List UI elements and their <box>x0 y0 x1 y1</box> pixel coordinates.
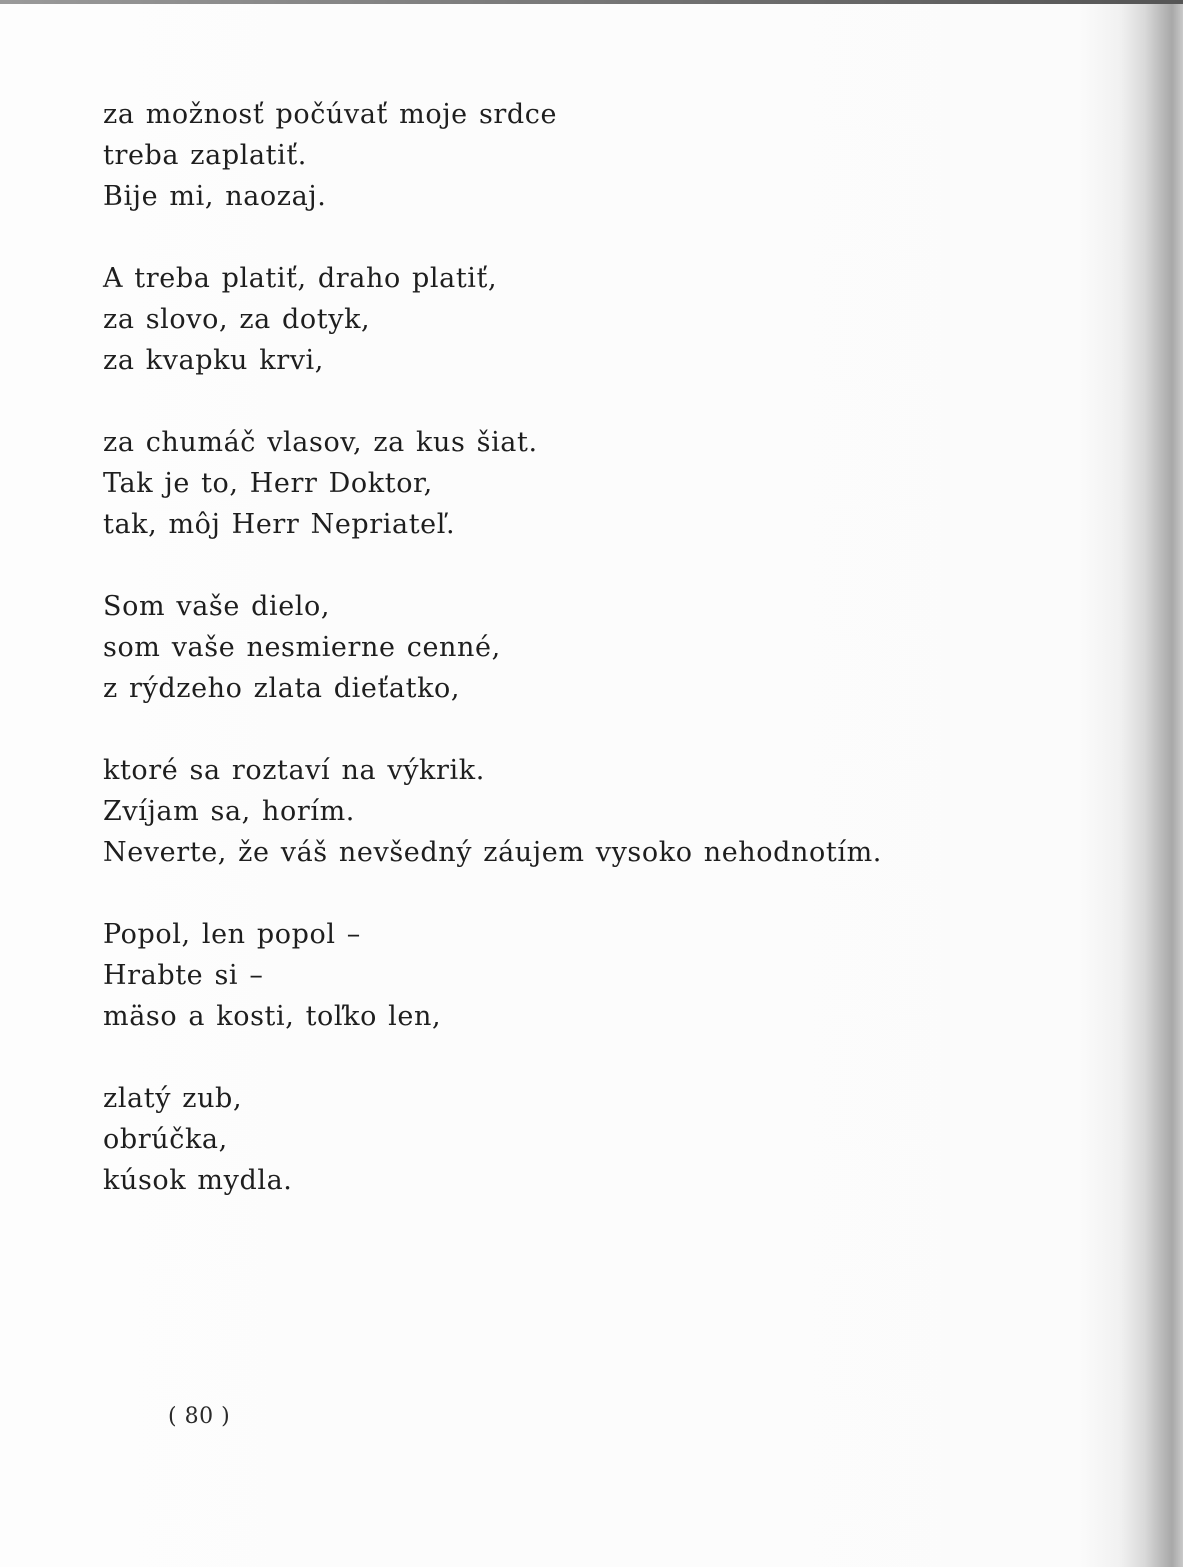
poem-line: kúsok mydla. <box>103 1165 293 1196</box>
poem-line: Bije mi, naozaj. <box>103 181 327 212</box>
stanza-1 <box>103 94 1003 217</box>
poem-line: som vaše nesmierne cenné, <box>103 632 501 663</box>
stanza-6 <box>103 914 1003 1037</box>
page-number: ( 80 ) <box>168 1404 231 1429</box>
stanza-3 <box>103 422 1003 545</box>
poem-line: Zvíjam sa, horím. <box>103 796 355 827</box>
stanza-5 <box>103 750 1003 873</box>
poem-line: za slovo, za dotyk, <box>103 304 371 335</box>
page-top-edge <box>0 0 1183 4</box>
poem-line: za kvapku krvi, <box>103 345 324 376</box>
stanza-7 <box>103 1078 1003 1201</box>
poem-line: mäso a kosti, toľko len, <box>103 1001 442 1032</box>
stanza-4 <box>103 586 1003 709</box>
poem-text <box>103 94 1003 1242</box>
poem-line: z rýdzeho zlata dieťatko, <box>103 673 461 704</box>
poem-line: tak, môj Herr Nepriateľ. <box>103 509 456 540</box>
poem-line: za možnosť počúvať moje srdce <box>103 99 558 130</box>
poem-line: Neverte, že váš nevšedný záujem vysoko nehodnotím. <box>103 837 882 868</box>
poem-line: za chumáč vlasov, za kus šiat. <box>103 427 538 458</box>
stanza-2 <box>103 258 1003 381</box>
poem-line: ktoré sa roztaví na výkrik. <box>103 755 485 786</box>
poem-line: Popol, len popol – <box>103 919 361 950</box>
poem-line: treba zaplatiť. <box>103 140 307 171</box>
poem-line: zlatý zub, <box>103 1083 243 1114</box>
poem-line: Som vaše dielo, <box>103 591 331 622</box>
poem-line: Hrabte si – <box>103 960 264 991</box>
poem-line: obrúčka, <box>103 1124 228 1155</box>
poem-line: Tak je to, Herr Doktor, <box>103 468 433 499</box>
poem-line: A treba platiť, draho platiť, <box>103 263 498 294</box>
